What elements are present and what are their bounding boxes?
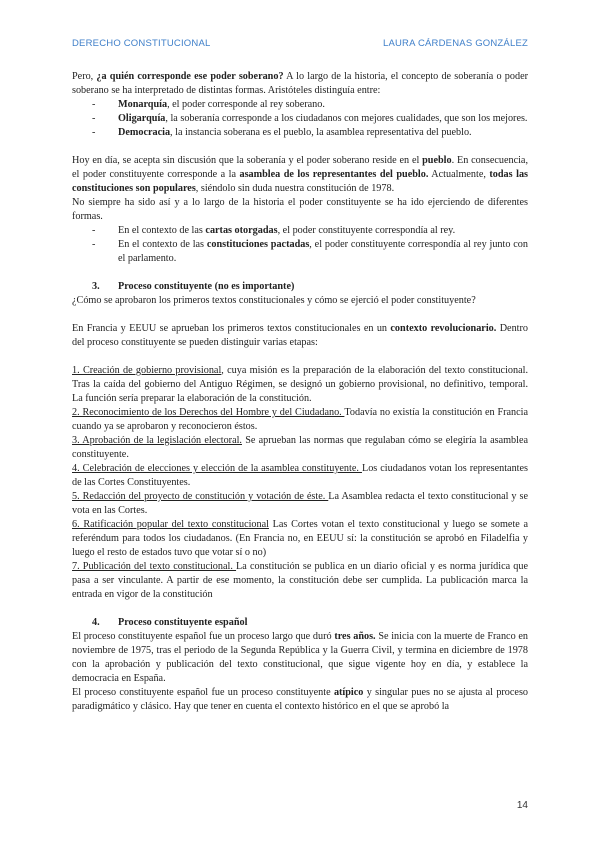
term: Democracia <box>118 127 171 138</box>
definition: , la soberanía corresponde a los ciudadanos con mejores cualidades, que son los mejores. <box>165 113 528 124</box>
section-title: Proceso constituyente español <box>118 617 248 628</box>
step-paragraph <box>72 490 528 518</box>
text-run: Hoy en día, se acepta sin discusión que la soberanía y el poder soberano reside en el <box>72 155 423 166</box>
section-question: ¿Cómo se aprobaron los primeros textos constitucionales y cómo se ejerció el poder constituyente? <box>72 295 476 306</box>
paragraph-sovereignty-question <box>72 70 528 98</box>
step-text: La constitución se publica en un diario oficial y es norma jurídica que pasa a ser vinculante. A partir de ese momento, la constitución debe ser cumplida. La publicación marca la entrada en vigor de la constitución <box>72 561 528 600</box>
paragraph-revolutionary-context <box>72 322 528 350</box>
step-text: Los ciudadanos votan los representantes de las Cortes Constituyentes. <box>72 463 528 488</box>
step-title: 4. Celebración de elecciones y elección de la asamblea constituyente. <box>72 463 362 474</box>
text-run: , el poder constituyente correspondía al rey. <box>277 225 456 236</box>
step-paragraph <box>72 364 528 406</box>
header-course-title: DERECHO CONSTITUCIONAL <box>72 38 211 49</box>
definition: , la instancia soberana es el pueblo, la asamblea representativa del pueblo. <box>170 127 472 138</box>
list-item: - Oligarquía, la soberanía corresponde a los ciudadanos con mejores cualidades, que son los mejores. <box>92 113 528 124</box>
bold-question: ¿a quién corresponde ese poder soberano? <box>96 71 284 82</box>
step-title: 1. Creación de gobierno provisional <box>72 365 222 376</box>
text-run: En el contexto de las <box>118 239 207 250</box>
bold-term: pueblo <box>422 155 452 166</box>
text-run: El proceso constituyente español fue un proceso largo que duró <box>72 631 335 642</box>
aristotle-list <box>72 98 528 140</box>
step-paragraph <box>72 462 528 490</box>
section-title: Proceso constituyente (no es importante) <box>118 281 295 292</box>
text-run: Se inicia con la muerte de Franco en noviembre de 1975, tras el periodo de la Segunda República y la Guerra Civil, y termina en diciembre de 1978 con la aprobación y publicación del texto constitucional, que sigue vigente hoy en día, y establece la democracia en España. <box>72 631 528 684</box>
paragraph-atypical-process <box>72 686 528 714</box>
text-run: , siéndolo sin duda nuestra constitución de 1978. <box>195 183 395 194</box>
section-heading-4 <box>72 616 528 630</box>
step-paragraph <box>72 434 528 462</box>
term: cartas otorgadas <box>205 225 278 236</box>
step-text: Todavía no existía la constitución en Francia cuando ya se aprobaron y reconocieron éstos. <box>72 407 529 432</box>
section-number: 4. <box>92 617 100 628</box>
step-paragraph <box>72 560 528 602</box>
text-run: Actualmente, <box>428 169 490 180</box>
term: Monarquía <box>118 99 168 110</box>
bold-term: asamblea de los representantes del pueblo. <box>239 169 429 180</box>
text-run: En el contexto de las <box>118 225 206 236</box>
step-paragraph <box>72 518 528 560</box>
bold-term: contexto revolucionario. <box>390 323 497 334</box>
list-item: - En el contexto de las cartas otorgadas, el poder constituyente correspondía al rey. <box>92 225 456 236</box>
step-title: 3. Aprobación de la legislación electoral. <box>72 435 242 446</box>
step-text: Se aprueban las normas que regulaban cómo se elegiría la asamblea constituyente. <box>72 435 528 460</box>
paragraph-history: No siempre ha sido así y a lo largo de la historia el poder constituyente se ha ido ejerciendo de diferentes formas. <box>72 197 528 222</box>
bold-term: todas las constituciones son populares <box>72 169 528 194</box>
term: Oligarquía <box>118 113 166 124</box>
text-run: , el poder constituyente correspondía al rey junto con el parlamento. <box>118 239 528 264</box>
list-item: - Democracia, la instancia soberana es el pueblo, la asamblea representativa del pueblo. <box>92 127 472 138</box>
historical-list <box>72 224 528 266</box>
text-run: El proceso constituyente español fue un proceso constituyente <box>72 687 334 698</box>
section-heading-3 <box>72 280 528 294</box>
step-title: 7. Publicación del texto constitucional. <box>72 561 237 572</box>
section-number: 3. <box>92 281 100 292</box>
text-run: En Francia y EEUU se aprueban los primeros textos constitucionales en un <box>72 323 391 334</box>
header-author: LAURA CÁRDENAS GONZÁLEZ <box>382 38 528 49</box>
step-title: 5. Redacción del proyecto de constitución y votación de éste. <box>72 491 329 502</box>
bold-term: tres años. <box>334 631 376 642</box>
text-run: . En consecuencia, el poder constituyente corresponde a la <box>72 155 528 180</box>
step-paragraph <box>72 406 528 434</box>
text-run: A lo largo de la historia, el concepto de soberanía o poder soberano se ha interpretado de distintas formas. Aristóteles distinguía entre: <box>72 71 528 96</box>
paragraph-popular-sovereignty <box>72 154 528 196</box>
list-item: - En el contexto de las constituciones pactadas, el poder constituyente correspondía al rey junto con el parlamento. <box>92 239 528 264</box>
paragraph-spanish-process <box>72 630 528 686</box>
list-item: - Monarquía, el poder corresponde al rey soberano. <box>92 99 325 110</box>
step-title: 2. Reconocimiento de los Derechos del Hombre y del Ciudadano. <box>72 407 345 418</box>
bold-term: atípico <box>333 687 364 698</box>
page-number: 14 <box>516 800 528 811</box>
text-run: y singular pues no se ajusta al proceso paradigmático y clásico. Hay que tener en cuenta el contexto histórico en el que se aprobó la <box>72 687 528 712</box>
text-run: Dentro del proceso constituyente se pueden distinguir varias etapas: <box>72 323 528 348</box>
document-body <box>72 70 528 714</box>
text-run: Pero, <box>72 71 97 82</box>
step-text: Las Cortes votan el texto constitucional y luego se somete a referéndum para todos los ciudadanos. (En Francia no, en EEUU sí: la constitución se aprobó en Filadelfia y luego el resto de estados tuvo que votar sí o no) <box>72 519 529 558</box>
step-text: , cuya misión es la preparación de la elaboración del texto constitucional. Tras la caída del gobierno del Antiguo Régimen, se designó un gobierno provisional, no definitivo, temporal. La función sería preparar la elaboración de la constitución. <box>72 365 528 404</box>
definition: , el poder corresponde al rey soberano. <box>167 99 325 110</box>
step-text: La Asamblea redacta el texto constitucional y se vota en las Cortes. <box>72 491 529 516</box>
term: constituciones pactadas <box>206 239 310 250</box>
step-title: 6. Ratificación popular del texto constitucional <box>72 519 269 530</box>
